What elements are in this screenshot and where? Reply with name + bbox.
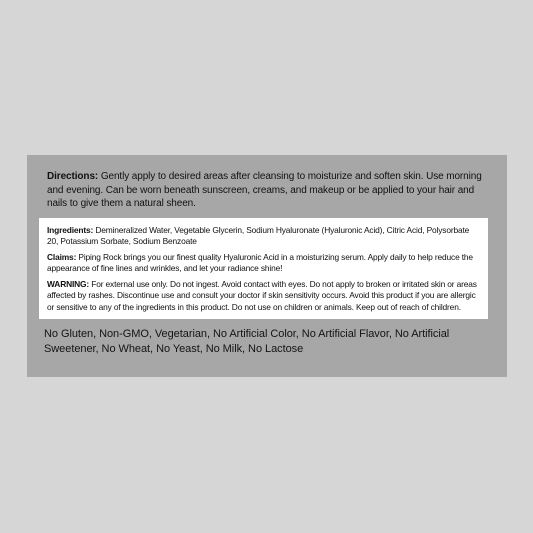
directions-heading: Directions: [47, 171, 99, 182]
warning-text: For external use only. Do not ingest. Avoid contact with eyes. Do not apply to broken or irritated skin or areas affected by rashes. Discontinue use and consult your doctor if skin sensitivity occurs. Avoid this product if you are allergic or sensitive to any of the ingredients in this product. Do not use on children or animals. Keep out of reach of children. [47, 279, 477, 312]
warning-section [47, 279, 481, 313]
ingredients-heading: Ingredients: [47, 225, 94, 235]
info-box [39, 218, 488, 319]
claims-text: Piping Rock brings you our finest quality Hyaluronic Acid in a moisturizing serum. Apply daily to help reduce the appearance of fine lines and wrinkles, and let your radiance shine! [47, 252, 473, 274]
claims-heading: Claims: [47, 252, 77, 263]
directions-text: Gently apply to desired areas after cleansing to moisturize and soften skin. Use morning and evening. Can be worn beneath sunscreen, creams, and makeup or be applied to your hair and nails to give them a natural sheen. [47, 171, 482, 210]
ingredients-text: Demineralized Water, Vegetable Glycerin, Sodium Hyaluronate (Hyaluronic Acid), Citric Acid, Polysorbate 20, Potassium Sorbate, Sodium Benzoate [47, 225, 470, 247]
allergen-statement: No Gluten, Non-GMO, Vegetarian, No Artificial Color, No Artificial Flavor, No Artificial Sweetener, No Wheat, No Yeast, No Milk, No Lactose [44, 328, 450, 355]
directions-section [47, 170, 487, 211]
warning-heading: WARNING: [47, 279, 90, 290]
claims-section [47, 252, 481, 275]
product-label [27, 155, 507, 377]
ingredients-section [47, 225, 481, 248]
